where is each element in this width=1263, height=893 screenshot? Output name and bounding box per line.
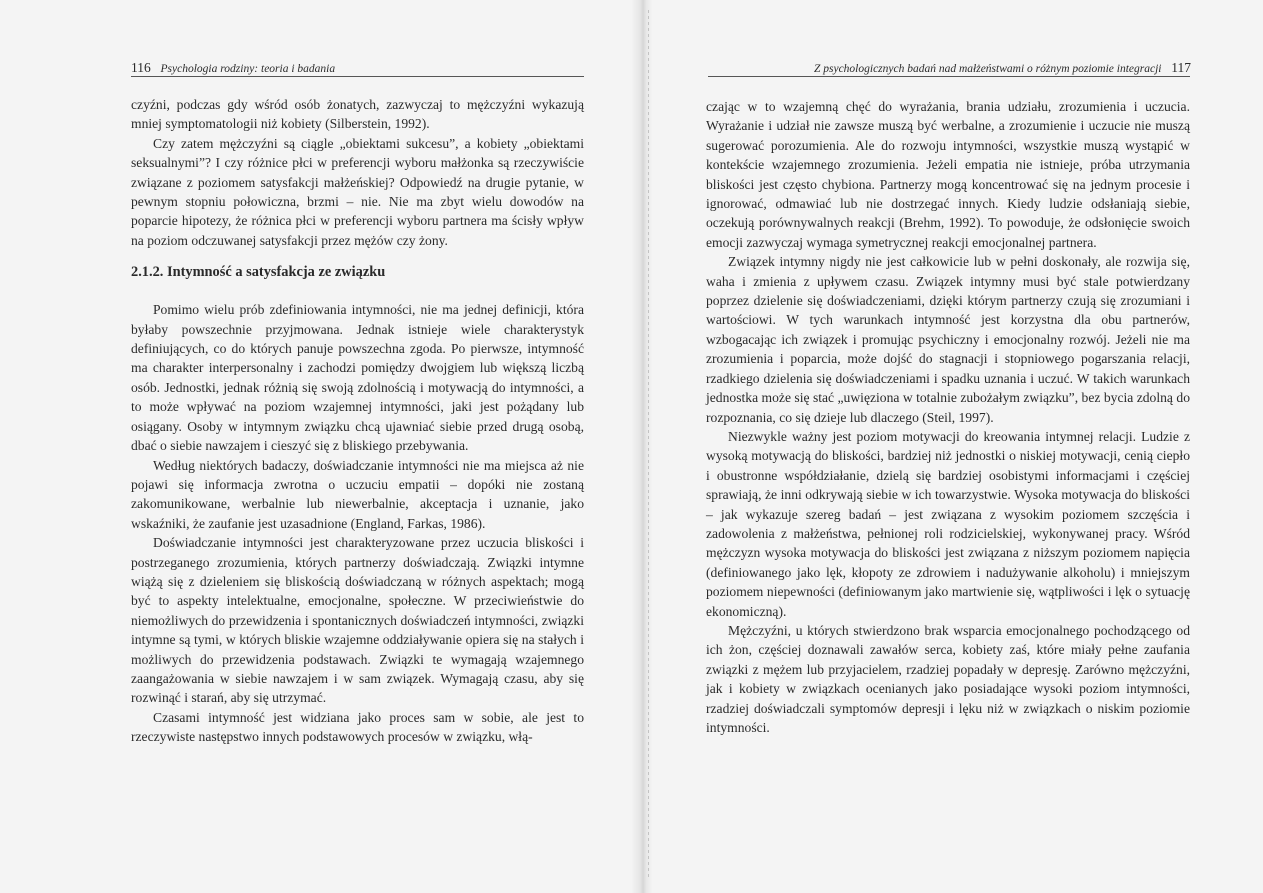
paragraph: czając w to wzajemną chęć do wyrażania, brania udziału, zrozumienia i uczucia. Wyrażanie i udział nie zawsze muszą być werbalne, a zrozumienie i uczucie nie muszą sugerować porozumienia. Ale do rozwoju intymności, wszystkie muszą wystąpić w kontekście wzajemnego zrozumienia. Jeżeli empatia nie istnieje, próba utrzymania bliskości jest często chybiona. Partnerzy mogą koncentrować się na jednym procesie i ignorować, odmawiać lub nie dostrzegać innych. Kiedy ludzie odsłaniają siebie, oczekują porównywalnych reakcji (Brehm, 1992). To powoduje, że odsłonięcie swoich emocji zazwyczaj wymaga symetrycznej reakcji emocjonalnej partnera. bbox=[706, 99, 1190, 250]
left-page-number: 116 bbox=[131, 60, 151, 75]
paragraph: Pomimo wielu prób zdefiniowania intymności, nie ma jednej definicji, która byłaby powszechnie przyjmowana. Jednak istnieje wiele charakterystyk definiujących, co do których panuje powszechna zgoda. Po pierwsze, intymność ma charakter interpersonalny i zachodzi pomiędzy dwojgiem lub większą liczbą osób. Jednostki, jednak różnią się swoją zdolnością i motywacją do intymności, a to może wpływać na poziom wzajemnej intymności, jaki jest pożądany lub osiągany. Osoby w intymnym związku chcą ujawniać siebie przed drugą osobą, dbać o siebie nawzajem i cieszyć się z bliskiego przebywania. bbox=[131, 302, 584, 454]
paragraph: Mężczyźni, u których stwierdzono brak wsparcia emocjonalnego pochodzącego od ich żon, częściej doznawali zawałów serca, kobiety zaś, które miały pełne zaufania związki z mężem lub przyjacielem, rzadziej popadały w depresję. Zarówno mężczyźni, jak i kobiety w związkach ocenianych jako posiadające wysoki poziom intymności, rzadziej doświadczali symptomów depresji i lęku niż w związkach o niskim poziomie intymności. bbox=[706, 622, 1190, 735]
section-heading: 2.1.2. Intymność a satysfakcja ze związku bbox=[131, 264, 386, 281]
right-page bbox=[632, 0, 1263, 893]
paragraph: Związek intymny nigdy nie jest całkowicie lub w pełni doskonały, ale rozwija się, waha i zmienia z upływem czasu. Związek intymny musi być stale potwierdzany poprzez dzielenie się doświadczeniami, dzięki którym partnerzy czują się zrozumiani i wartościowi. W tych warunkach intymność jest korzystna dla obu partnerów, wzbogacając ich związek i promując psychiczny i emocjonalny rozwój. Jeżeli nie ma zrozumienia i poparcia, może dojść do stagnacji i stopniowego pogarszania relacji, rzadkiego dzielenia się doświadczeniami i spadku uznania i uczuć. W takich warunkach jednostka może się stać „uwięziona w totalnie zubożałym związku”, bez bycia zdolną do rozpoznania, co się dzieje lub dlaczego (Steil, 1997). bbox=[706, 254, 1190, 425]
paragraph: Niezwykle ważny jest poziom motywacji do kreowania intymnej relacji. Ludzie z wysoką motywacją do bliskości, bardziej niż jednostki o niskiej motywacji, cenią ciepło i obustronne współdziałanie, dzielą się bardziej osobistymi informacjami i częściej sprawiają, że inni odkrywają siebie w ich towarzystwie. Wysoka motywacja do bliskości – jak wykazuje szereg badań – jest związana z wysokim poziomem szczęścia i zadowolenia z małżeństwa, pełnionej roli rodzicielskiej, wykonywanej pracy. Wśród mężczyzn wysoka motywacja do bliskości jest związana z niższym poziomem napięcia (definiowanego jako lęk, kłopoty ze zdrowiem i nadużywanie alkoholu) i mniejszym poziomem niepewności (definiowanym jako martwienie się, wątpliwości i lęk o sytuację ekonomiczną). bbox=[706, 428, 1190, 619]
paragraph: Czasami intymność jest widziana jako proces sam w sobie, ale jest to rzeczywiste następstwo innych podstawowych procesów w związku, włą- bbox=[131, 709, 584, 745]
right-running-header bbox=[814, 60, 1191, 76]
paragraph: Czy zatem mężczyźni są ciągle „obiektami sukcesu”, a kobiety „obiektami seksualnymi”? I czy różnice płci w preferencji wyboru małżonka są rzeczywiście związane z poziomem satysfakcji małżeńskiej? Odpowiedź na drugie pytanie, w pewnym stopniu połowiczna, brzmi – nie. Nie ma zbyt wielu dowodów na poparcie hipotezy, że różnica płci w preferencji wyboru partnera ma ścisły wpływ na poziom odczuwanej satysfakcji przez mężów czy żony. bbox=[131, 135, 584, 248]
book-spine-line bbox=[648, 10, 649, 880]
right-page-number: 117 bbox=[1171, 60, 1191, 75]
left-header-rule bbox=[131, 76, 584, 77]
right-page-body bbox=[706, 97, 1190, 737]
right-header-rule bbox=[708, 76, 1190, 77]
paragraph: Doświadczanie intymności jest charakteryzowane przez uczucia bliskości i postrzeganego zrozumienia, których partnerzy doświadczają. Związki intymne wiążą się z dzieleniem się bliskością doświadczaną w różnych aspektach; mogą być to aspekty intelektualne, emocjonalne, społeczne. W przeciwieństwie do niemożliwych do przewidzenia i spontanicznych doświadczeń intymności, związki intymne są tymi, w których bliskie wzajemne oddziaływanie opiera się na stałych i możliwych do przewidzenia podstawach. Związki te wymagają wzajemnego zaangażowania w siebie nawzajem i w sam związek. Wymagają czasu, aby się rozwinąć i starań, aby się utrzymać. bbox=[131, 535, 584, 706]
left-running-title: Psychologia rodziny: teoria i badania bbox=[160, 63, 336, 75]
right-running-title: Z psychologicznych badań nad małżeństwami o różnym poziomie integracji bbox=[813, 63, 1162, 75]
paragraph: Według niektórych badaczy, doświadczanie intymności nie ma miejsca aż nie pojawi się informacja zwrotna o uczuciu empatii – dopóki nie zostaną zakomunikowane, werbalnie lub niewerbalnie, akceptacja i uznanie, jako wskaźniki, że zaufanie jest uzasadnione (England, Farkas, 1986). bbox=[131, 457, 584, 531]
left-page-body bbox=[131, 95, 584, 747]
left-running-header bbox=[131, 60, 335, 76]
paragraph: czyźni, podczas gdy wśród osób żonatych, zazwyczaj to mężczyźni wykazują mniej symptomatologii niż kobiety (Silberstein, 1992). bbox=[131, 97, 584, 132]
